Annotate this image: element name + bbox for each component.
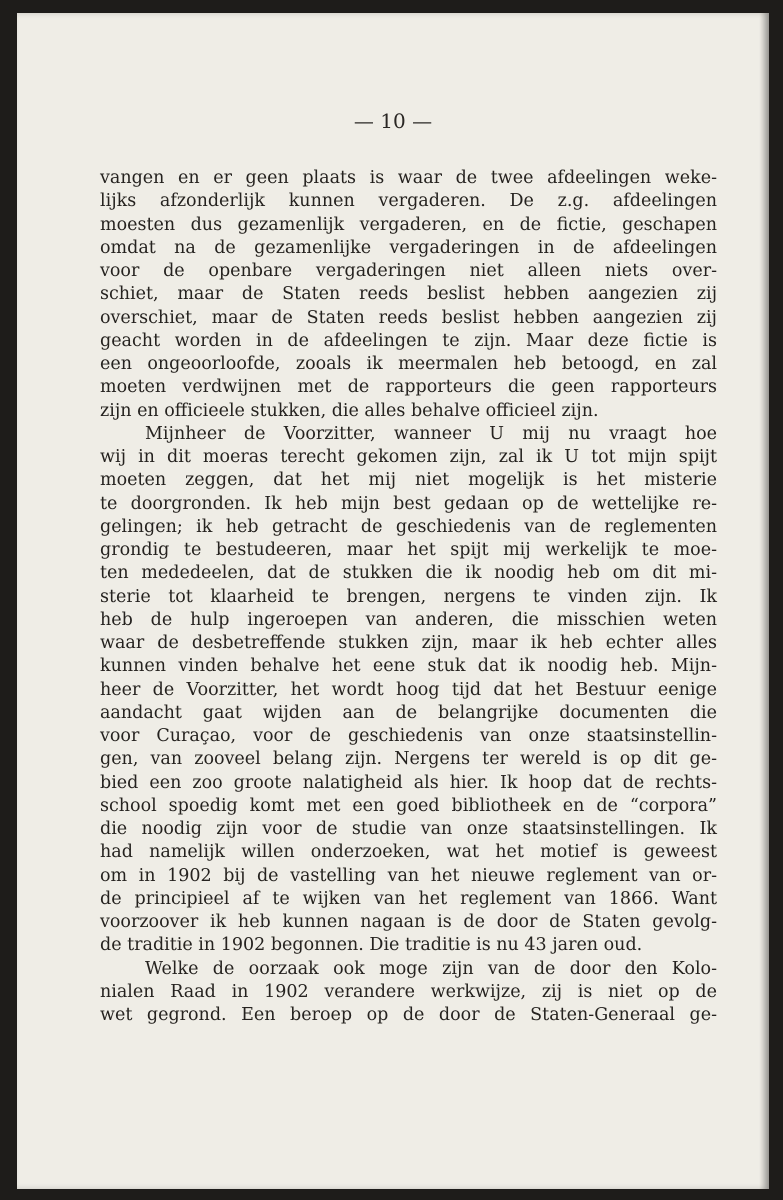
text-line: Mijnheer de Voorzitter, wanneer U mij nu vraagt hoe: [145, 423, 717, 444]
text-line: wij in dit moeras terecht gekomen zijn, zal ik U tot mijn spijt: [100, 447, 717, 467]
body-text: [100, 167, 717, 1027]
text-line: lijks afzonderlijk kunnen vergaderen. De z.g. afdeelingen: [100, 191, 717, 212]
text-line: geacht worden in de afdeelingen te zijn. Maar deze fictie is: [100, 330, 717, 351]
text-line: bied een zoo groote nalatigheid als hier. Ik hoop dat de rechts-: [100, 772, 717, 793]
text-line: een ongeoorloofde, zooals ik meermalen heb betoogd, en zal: [100, 354, 717, 374]
text-line: vangen en er geen plaats is waar de twee afdeelingen weke-: [100, 168, 717, 188]
text-line: om in 1902 bij de vastelling van het nieuwe reglement van or-: [100, 865, 717, 886]
text-line: waar de desbetreffende stukken zijn, maar ik heb echter alles: [100, 633, 717, 653]
text-line: moeten verdwijnen met de rapporteurs die geen rapporteurs: [100, 377, 717, 398]
text-line: aandacht gaat wijden aan de belangrijke documenten die: [100, 702, 717, 723]
text-line: die noodig zijn voor de studie van onze staatsinstellingen. Ik: [100, 819, 717, 839]
text-line: kunnen vinden behalve het eene stuk dat ik noodig heb. Mijn-: [100, 656, 717, 677]
text-line: te doorgronden. Ik heb mijn best gedaan op de wettelijke re-: [100, 493, 717, 514]
text-line: voor de openbare vergaderingen niet alleen niets over-: [100, 261, 717, 281]
text-line: gelingen; ik heb getracht de geschiedenis van de reglementen: [100, 516, 717, 537]
text-line: gen, van zooveel belang zijn. Nergens ter wereld is op dit ge-: [100, 749, 717, 770]
text-line: schiet, maar de Staten reeds beslist hebben aangezien zij: [100, 284, 717, 305]
text-line: zijn en officieele stukken, die alles behalve officieel zijn.: [100, 400, 599, 421]
page-number: — 10 —: [353, 109, 433, 133]
text-line: nialen Raad in 1902 verandere werkwijze, zij is niet op de: [100, 981, 717, 1002]
text-line: de principieel af te wijken van het reglement van 1866. Want: [100, 888, 717, 909]
text-line: heb de hulp ingeroepen van anderen, die misschien weten: [100, 609, 717, 630]
text-line: grondig te bestudeeren, maar het spijt mij werkelijk te moe-: [100, 540, 717, 560]
text-line: de traditie in 1902 begonnen. Die traditie is nu 43 jaren oud.: [100, 935, 643, 956]
text-line: had namelijk willen onderzoeken, wat het motief is geweest: [100, 842, 717, 863]
text-line: heer de Voorzitter, het wordt hoog tijd dat het Bestuur eenige: [100, 679, 717, 700]
text-line: voor Curaçao, voor de geschiedenis van onze staatsinstellin-: [100, 726, 717, 746]
text-line: sterie tot klaarheid te brengen, nergens te vinden zijn. Ik: [100, 586, 717, 607]
document-page: [17, 13, 769, 1189]
text-line: Welke de oorzaak ook moge zijn van de door den Kolo-: [145, 958, 717, 979]
text-line: ten mededeelen, dat de stukken die ik noodig heb om dit mi-: [100, 563, 717, 584]
page-edge-shadow: [759, 13, 769, 1189]
text-line: moesten dus gezamenlijk vergaderen, en de fictie, geschapen: [100, 214, 717, 235]
text-line: overschiet, maar de Staten reeds beslist hebben aangezien zij: [100, 307, 717, 328]
text-line: wet gegrond. Een beroep op de door de Staten-Generaal ge-: [100, 1005, 717, 1025]
text-line: omdat na de gezamenlijke vergaderingen in de afdeelingen: [100, 237, 717, 258]
text-line: school spoedig komt met een goed bibliotheek en de “corpora”: [100, 795, 717, 816]
text-line: voorzoover ik heb kunnen nagaan is de door de Staten gevolg-: [100, 912, 717, 932]
text-line: moeten zeggen, dat het mij niet mogelijk is het misterie: [100, 470, 717, 491]
